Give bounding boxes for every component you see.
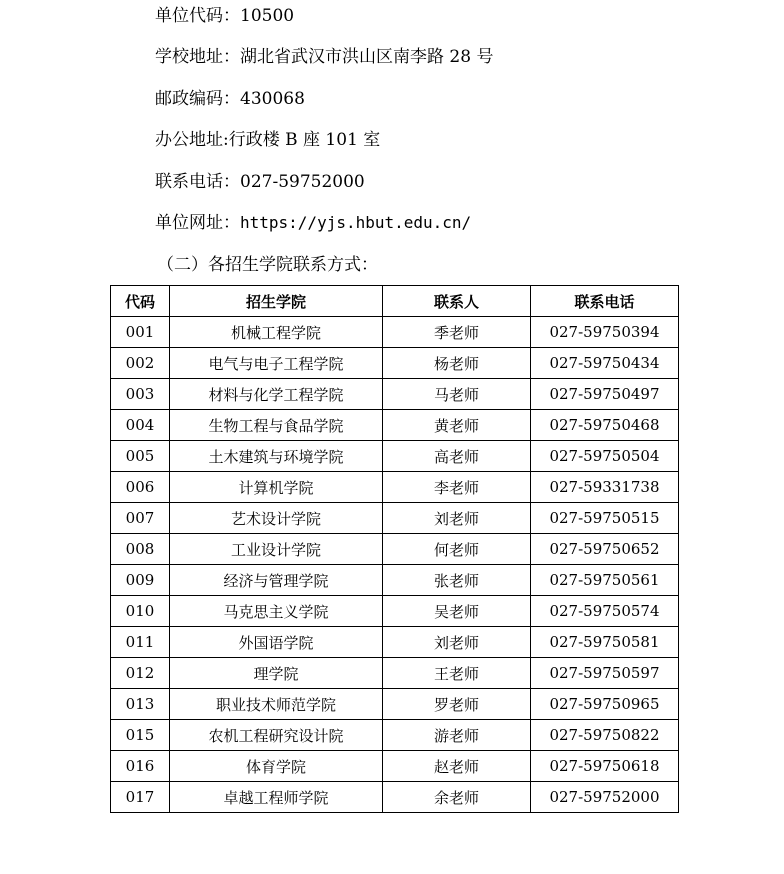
cell-contact: 罗老师 (383, 689, 531, 720)
cell-code: 017 (111, 782, 170, 813)
cell-contact: 赵老师 (383, 751, 531, 782)
cell-phone: 027-59750504 (531, 441, 679, 472)
website-line (155, 212, 471, 234)
cell-code: 004 (111, 410, 170, 441)
website-label: 单位网址： (155, 213, 240, 233)
cell-contact: 季老师 (383, 317, 531, 348)
cell-phone: 027-59750574 (531, 596, 679, 627)
cell-college: 理学院 (170, 658, 383, 689)
phone-line: 联系电话：027-59752000 (155, 172, 365, 192)
office-address-line: 办公地址:行政楼 B 座 101 室 (155, 130, 381, 150)
cell-phone: 027-59750561 (531, 565, 679, 596)
cell-contact: 高老师 (383, 441, 531, 472)
cell-phone: 027-59750434 (531, 348, 679, 379)
cell-code: 007 (111, 503, 170, 534)
cell-college: 机械工程学院 (170, 317, 383, 348)
cell-college: 农机工程研究设计院 (170, 720, 383, 751)
table-row (111, 658, 679, 689)
table-row (111, 441, 679, 472)
college-contact-table (110, 285, 679, 813)
cell-phone: 027-59750394 (531, 317, 679, 348)
cell-contact: 黄老师 (383, 410, 531, 441)
table-row (111, 782, 679, 813)
unit-code-line: 单位代码：10500 (155, 6, 295, 26)
cell-phone: 027-59750822 (531, 720, 679, 751)
cell-code: 013 (111, 689, 170, 720)
cell-code: 012 (111, 658, 170, 689)
cell-code: 010 (111, 596, 170, 627)
header-code: 代码 (111, 286, 170, 317)
table-header-row (111, 286, 679, 317)
header-college: 招生学院 (170, 286, 383, 317)
cell-contact: 余老师 (383, 782, 531, 813)
cell-code: 006 (111, 472, 170, 503)
cell-college: 电气与电子工程学院 (170, 348, 383, 379)
cell-phone: 027-59752000 (531, 782, 679, 813)
cell-college: 艺术设计学院 (170, 503, 383, 534)
cell-phone: 027-59750468 (531, 410, 679, 441)
table-row (111, 627, 679, 658)
cell-contact: 刘老师 (383, 503, 531, 534)
website-url[interactable]: https://yjs.hbut.edu.cn/ (240, 213, 472, 232)
school-address-line: 学校地址：湖北省武汉市洪山区南李路 28 号 (155, 47, 494, 67)
cell-contact: 游老师 (383, 720, 531, 751)
cell-phone: 027-59750497 (531, 379, 679, 410)
cell-contact: 张老师 (383, 565, 531, 596)
cell-college: 生物工程与食品学院 (170, 410, 383, 441)
cell-college: 马克思主义学院 (170, 596, 383, 627)
header-contact: 联系人 (383, 286, 531, 317)
cell-college: 外国语学院 (170, 627, 383, 658)
cell-code: 009 (111, 565, 170, 596)
cell-college: 工业设计学院 (170, 534, 383, 565)
cell-contact: 杨老师 (383, 348, 531, 379)
cell-code: 003 (111, 379, 170, 410)
cell-college: 卓越工程师学院 (170, 782, 383, 813)
cell-contact: 马老师 (383, 379, 531, 410)
cell-code: 005 (111, 441, 170, 472)
cell-college: 经济与管理学院 (170, 565, 383, 596)
cell-phone: 027-59750597 (531, 658, 679, 689)
table-row (111, 472, 679, 503)
cell-contact: 刘老师 (383, 627, 531, 658)
postal-code-line: 邮政编码：430068 (155, 89, 305, 109)
table-row (111, 689, 679, 720)
cell-phone: 027-59750652 (531, 534, 679, 565)
table-row (111, 410, 679, 441)
cell-contact: 何老师 (383, 534, 531, 565)
cell-contact: 李老师 (383, 472, 531, 503)
section-title: （二）各招生学院联系方式： (157, 255, 378, 275)
cell-phone: 027-59750581 (531, 627, 679, 658)
cell-college: 计算机学院 (170, 472, 383, 503)
table-row (111, 379, 679, 410)
table-row (111, 751, 679, 782)
cell-phone: 027-59331738 (531, 472, 679, 503)
table-body (111, 317, 679, 813)
cell-phone: 027-59750515 (531, 503, 679, 534)
cell-contact: 王老师 (383, 658, 531, 689)
cell-code: 016 (111, 751, 170, 782)
table-row (111, 317, 679, 348)
table-row (111, 348, 679, 379)
cell-code: 001 (111, 317, 170, 348)
cell-college: 材料与化学工程学院 (170, 379, 383, 410)
cell-code: 015 (111, 720, 170, 751)
cell-contact: 吴老师 (383, 596, 531, 627)
cell-college: 体育学院 (170, 751, 383, 782)
cell-code: 002 (111, 348, 170, 379)
table-row (111, 534, 679, 565)
cell-phone: 027-59750618 (531, 751, 679, 782)
cell-code: 011 (111, 627, 170, 658)
cell-college: 土木建筑与环境学院 (170, 441, 383, 472)
table-row (111, 720, 679, 751)
header-phone: 联系电话 (531, 286, 679, 317)
table-row (111, 596, 679, 627)
cell-code: 008 (111, 534, 170, 565)
table-row (111, 503, 679, 534)
cell-college: 职业技术师范学院 (170, 689, 383, 720)
table-row (111, 565, 679, 596)
cell-phone: 027-59750965 (531, 689, 679, 720)
